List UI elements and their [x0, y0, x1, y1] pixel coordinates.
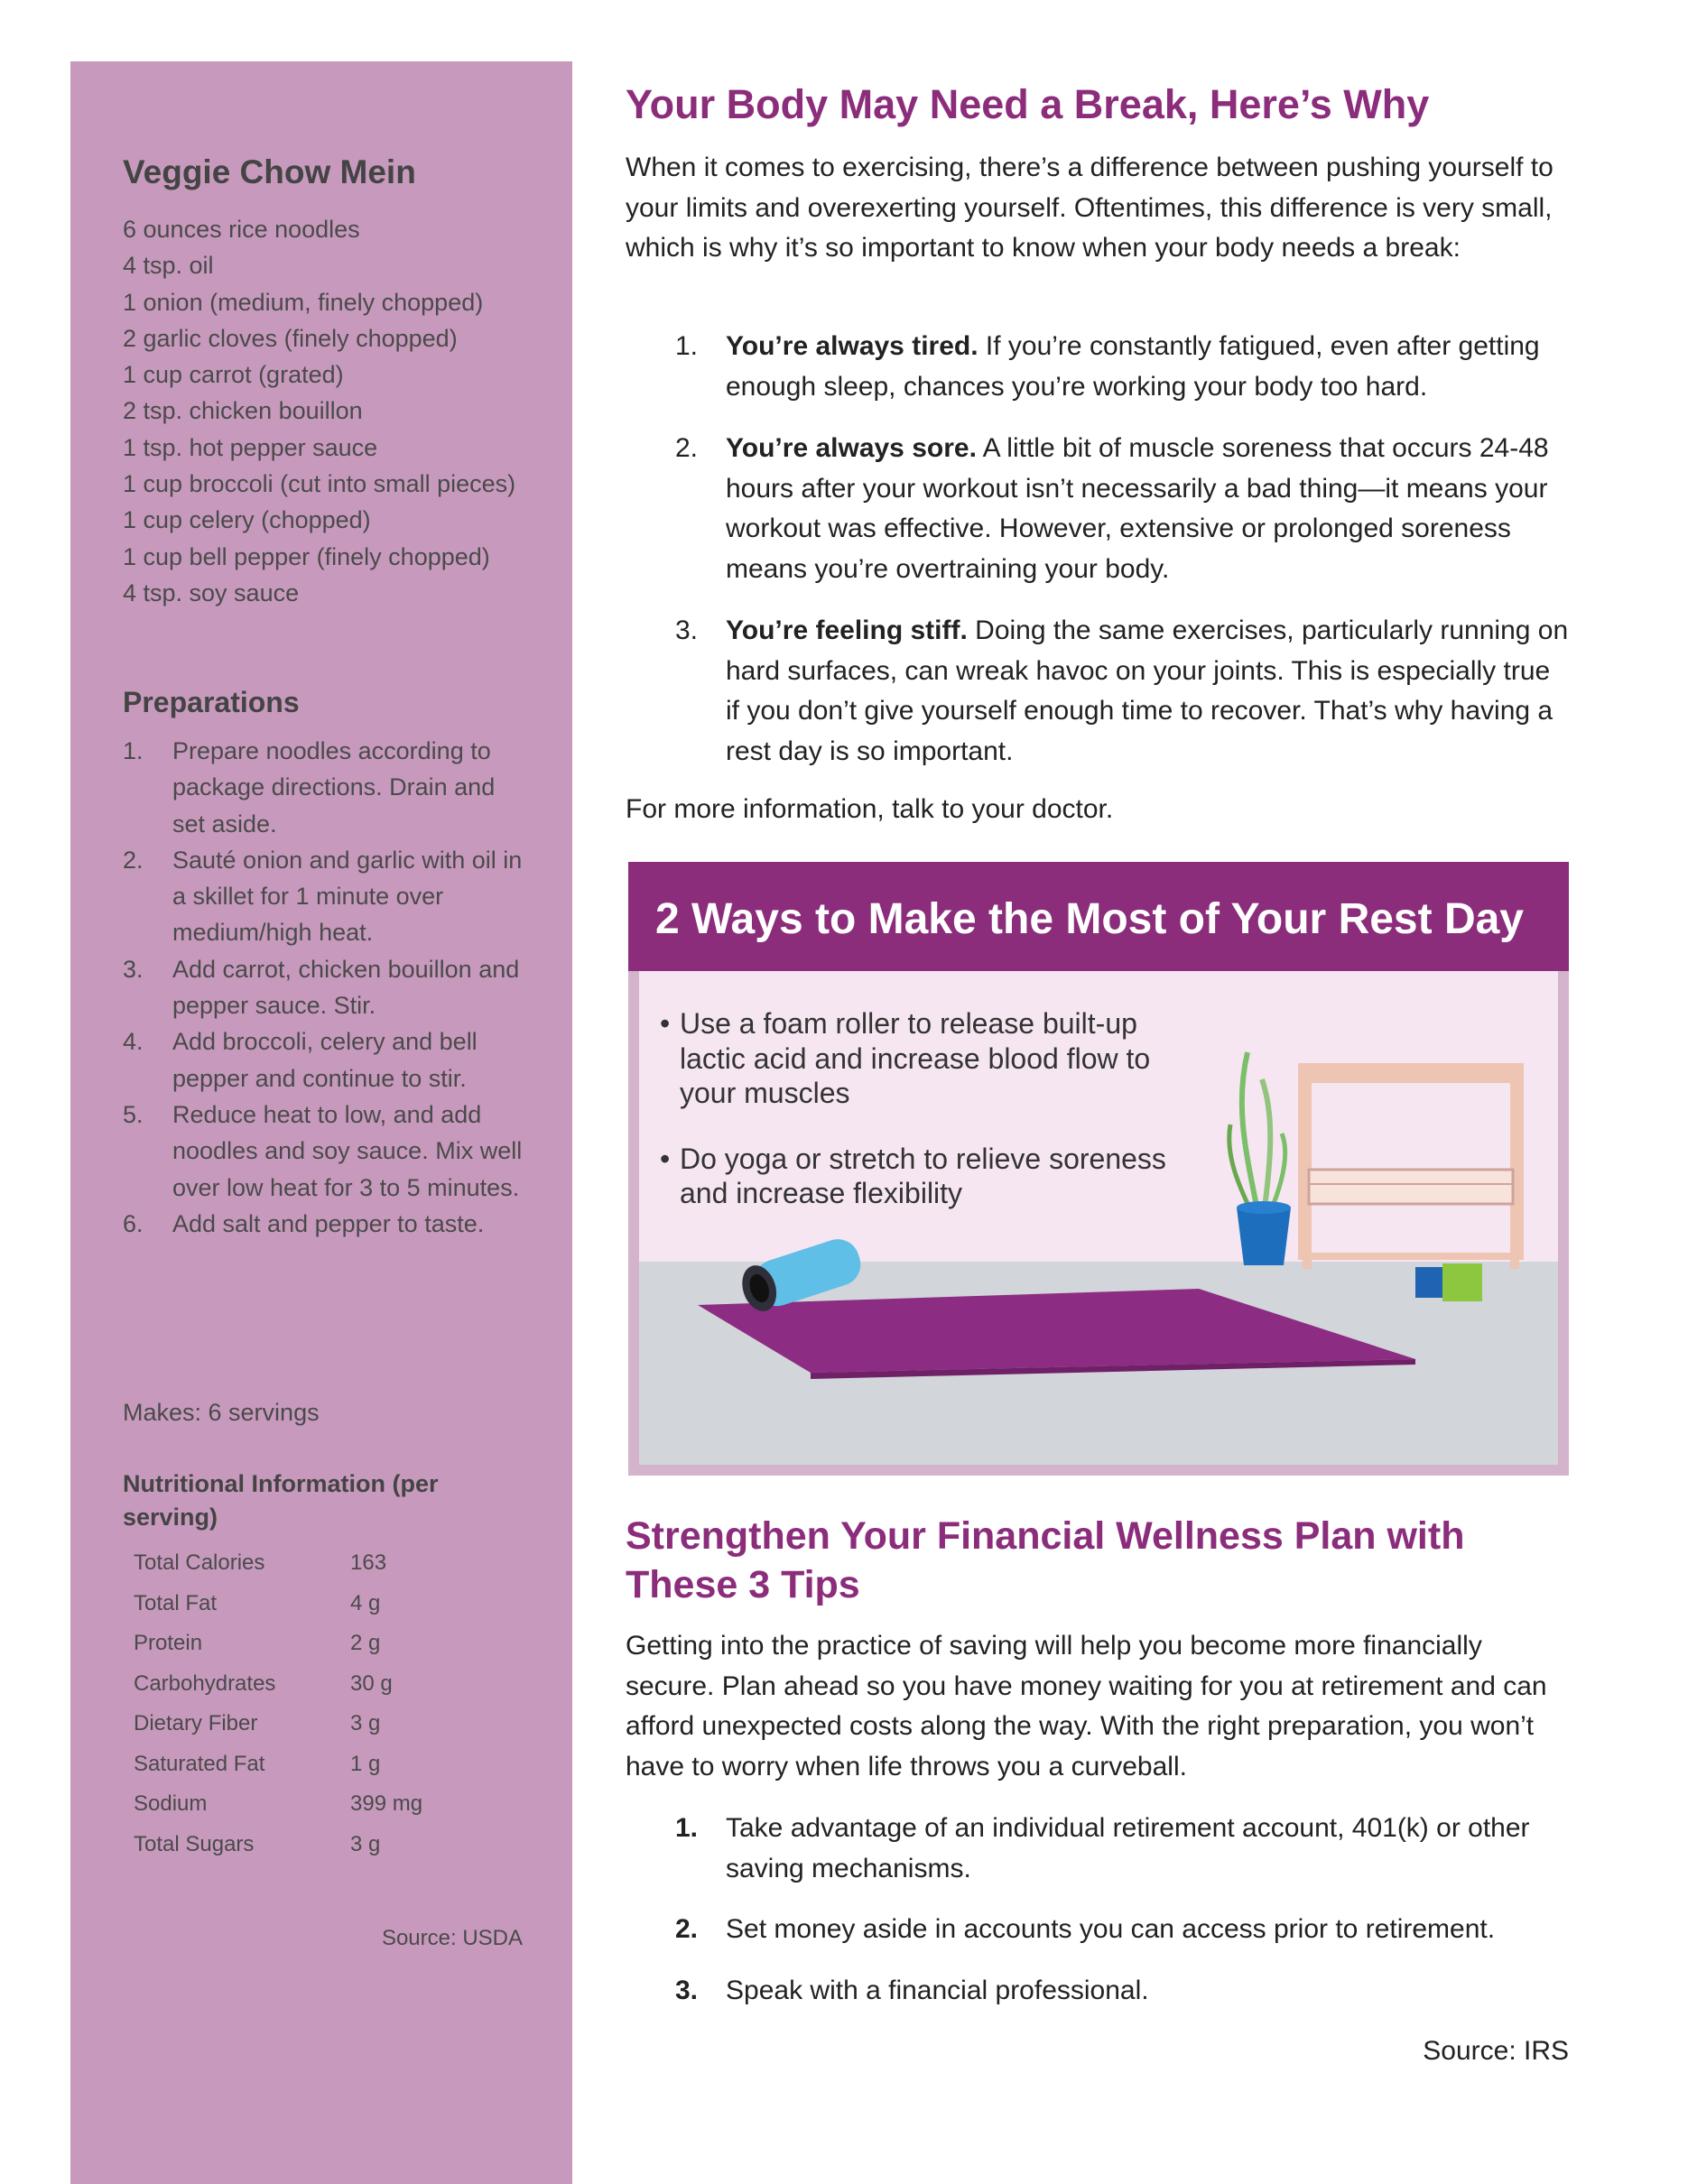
nutrient-name: Saturated Fat — [134, 1751, 265, 1776]
nutrition-row — [134, 1832, 422, 1873]
preparation-step — [123, 951, 529, 1024]
step-number: 4. — [123, 1028, 144, 1056]
recipe-source: Source: USDA — [381, 1926, 523, 1950]
preparation-step — [123, 1206, 529, 1242]
nutrient-value: 3 g — [350, 1831, 381, 1856]
nutrient-value: 1 g — [350, 1751, 381, 1776]
servings-text: Makes: 6 servings — [123, 1399, 320, 1426]
nutrient-name: Carbohydrates — [134, 1670, 276, 1696]
ingredient-list — [123, 211, 529, 611]
nutrient-value: 30 g — [350, 1670, 393, 1696]
rest-day-infographic — [628, 862, 1569, 1476]
item-lead: You’re always sore. — [726, 433, 977, 463]
nutrition-row — [134, 1550, 422, 1591]
rest-sign-item — [675, 611, 1569, 772]
rest-sign-item — [675, 327, 1569, 407]
finance-article-title: Strengthen Your Financial Wellness Plan with These 3 Tips — [626, 1514, 1465, 1606]
finance-tip-item — [675, 1809, 1569, 1889]
item-text: Doing the same exercises, particularly running on hard surfaces, can wreak havoc on your joints. This is especially true if you don’t give yourself enough time to recover. That’s why having a rest day is so important. — [726, 615, 1569, 766]
rest-signs-list — [675, 327, 1569, 793]
item-number: 2. — [675, 1914, 699, 1944]
nutrient-value: 399 mg — [350, 1791, 423, 1816]
rest-sign-item — [675, 429, 1569, 589]
preparation-step — [123, 842, 529, 951]
step-text: Reduce heat to low, and add noodles and soy sauce. Mix well over low heat for 3 to 5 minutes. — [172, 1100, 523, 1201]
nutrition-row — [134, 1711, 422, 1752]
ingredient-item: 4 tsp. oil — [123, 252, 214, 280]
yoga-block-green — [1442, 1263, 1482, 1301]
nutrient-value: 163 — [350, 1550, 387, 1575]
nutrition-table — [134, 1550, 422, 1872]
step-number: 2. — [123, 846, 144, 874]
infographic-bullet: • Use a foam roller to release built-up lactic acid and increase blood flow to your muscles — [660, 1006, 1201, 1111]
nutrient-value: 2 g — [350, 1631, 381, 1655]
nutrition-row — [134, 1591, 422, 1632]
nutrient-value: 4 g — [350, 1590, 381, 1615]
item-lead: You’re always tired. — [726, 331, 978, 361]
preparation-step — [123, 1097, 529, 1206]
step-text: Sauté onion and garlic with oil in a skillet for 1 minute over medium/high heat. — [172, 846, 523, 947]
step-number: 1. — [123, 737, 144, 764]
finance-source: Source: IRS — [1423, 2036, 1569, 2066]
rest-article-title: Your Body May Need a Break, Here’s Why — [626, 81, 1430, 127]
nutrient-name: Total Calories — [134, 1550, 265, 1575]
ingredient-item: 4 tsp. soy sauce — [123, 578, 300, 606]
finance-tip-item — [675, 1971, 1569, 2012]
ingredient-item: 1 cup carrot (grated) — [123, 361, 344, 389]
item-number: 2. — [675, 433, 699, 463]
nutrient-name: Total Sugars — [134, 1831, 255, 1856]
infographic-bullet: • Do yoga or stretch to relieve soreness and increase flexibility — [660, 1142, 1201, 1211]
item-number: 1. — [675, 1813, 699, 1843]
nutrition-heading: Nutritional Information (per serving) — [123, 1470, 439, 1531]
ingredient-item: 1 cup celery (chopped) — [123, 506, 371, 534]
ingredient-item: 1 tsp. hot pepper sauce — [123, 433, 378, 461]
item-text: Set money aside in accounts you can access prior to retirement. — [726, 1914, 1496, 1944]
ingredient-item: 2 garlic cloves (finely chopped) — [123, 324, 458, 352]
step-number: 5. — [123, 1100, 144, 1128]
finance-article-intro: Getting into the practice of saving will help you become more financially secure. Plan ahead so you have money waiting for you at retirement and can afford unexpected costs along the way. With the right preparation, you won’t have to worry when life throws you a curveball. — [626, 1631, 1547, 1781]
nutrient-name: Total Fat — [134, 1590, 218, 1615]
recipe-title: Veggie Chow Mein — [123, 153, 416, 190]
step-text: Add broccoli, celery and bell pepper and continue to stir. — [172, 1028, 478, 1092]
ingredient-item: 1 cup broccoli (cut into small pieces) — [123, 470, 516, 498]
step-text: Prepare noodles according to package directions. Drain and set aside. — [172, 737, 496, 838]
nutrition-row — [134, 1671, 422, 1712]
preparation-steps — [123, 733, 529, 1242]
recipe-sidebar — [70, 61, 572, 2184]
infographic-header — [628, 862, 1569, 971]
preparation-step — [123, 733, 529, 842]
step-text: Add carrot, chicken bouillon and pepper sauce. Stir. — [172, 955, 520, 1020]
nutrient-name: Protein — [134, 1631, 203, 1655]
item-lead: You’re feeling stiff. — [726, 615, 968, 645]
item-text: Speak with a financial professional. — [726, 1975, 1149, 2005]
item-number: 1. — [675, 331, 699, 361]
finance-tips-list — [675, 1809, 1569, 2031]
doctor-note: For more information, talk to your doctor. — [626, 794, 1114, 824]
nutrient-name: Sodium — [134, 1791, 208, 1816]
preparations-heading: Preparations — [123, 686, 300, 718]
item-text: A little bit of muscle soreness that occurs 24-48 hours after your workout isn’t necessarily a bad thing—it means your workout was effective. However, extensive or prolonged soreness means you’re overtraining your body. — [726, 433, 1549, 584]
step-number: 3. — [123, 955, 144, 983]
item-text: Take advantage of an individual retirement account, 401(k) or other saving mechanisms. — [726, 1813, 1530, 1883]
ingredient-item: 1 cup bell pepper (finely chopped) — [123, 542, 490, 570]
item-text: If you’re constantly fatigued, even after getting enough sleep, chances you’re working your body too hard. — [726, 331, 1540, 402]
item-number: 3. — [675, 1975, 699, 2005]
rest-article-intro: When it comes to exercising, there’s a difference between pushing yourself to your limits and overexerting yourself. Oftentimes, this difference is very small, which is why it’s so important to know when your body needs a break: — [626, 153, 1554, 263]
step-text: Add salt and pepper to taste. — [172, 1209, 485, 1237]
infographic-title: 2 Ways to Make the Most of Your Rest Day — [655, 895, 1524, 943]
nutrition-row — [134, 1631, 422, 1671]
item-number: 3. — [675, 615, 699, 645]
ingredient-item: 2 tsp. chicken bouillon — [123, 397, 363, 425]
finance-tip-item — [675, 1910, 1569, 1950]
infographic-bullets — [660, 1006, 1201, 1242]
nutrient-name: Dietary Fiber — [134, 1711, 258, 1735]
ingredient-item: 6 ounces rice noodles — [123, 216, 360, 243]
nutrition-row — [134, 1752, 422, 1792]
preparation-step — [123, 1023, 529, 1097]
ingredient-item: 1 onion (medium, finely chopped) — [123, 288, 484, 316]
step-number: 6. — [123, 1209, 144, 1237]
nutrient-value: 3 g — [350, 1711, 381, 1735]
nutrition-row — [134, 1791, 422, 1832]
